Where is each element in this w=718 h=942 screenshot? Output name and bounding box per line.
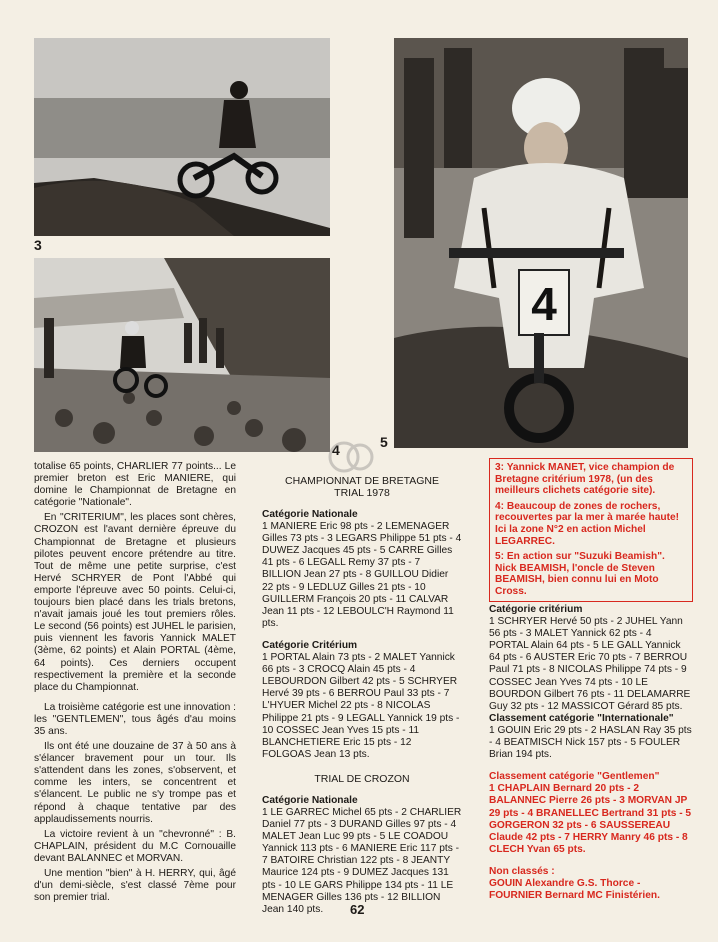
caption-3: 3: Yannick MANET, vice champion de Bretagne critérium 1978, (un des meilleurs clichets catégorie site). (495, 462, 675, 497)
section-title-criterium-crozon: Catégorie critérium (489, 604, 583, 615)
section-title-internationale: Classement catégorie "Internationale" (489, 712, 674, 724)
article-paragraph-2: En "CRITERIUM", les places sont chères, CROZON est l'avant dernière épreuve du Championnat de Bretagne et plusieurs pilotes peuvent encore prétendre au titre. Tout de même une petite surprise, c'est Hervé SCHRYER de Pont l'Abbé qui emporte l'épreuve avec 50 points. Celui-ci, toujours bien placé dans les trials bretons, n'avait jamais joué les tout premiers rôles. Le second (56 points) est JUHEL le parisien, puis viennent les favoris Yannick MALET (3ème, 62 points) et Alain PORTAL (4ème, 64 points). Ces derniers occupent respectivement la première et la seconde place du Championnat. (34, 512, 236, 693)
watermark-logo (318, 440, 378, 474)
results-right-column (489, 604, 693, 902)
results-criterium-crozon: 1 SCHRYER Hervé 50 pts - 2 JUHEL Yann 56 pts - 3 MALET Yannick 62 pts - 4 PORTAL Alain 64 pts - 5 LE GALL Yannick 64 pts - 6 AUSTER Eric 70 pts - 7 BERROU Paul 71 pts - 8 NICOLAS Philippe 74 pts - 9 COSSEC Jean Yves 74 pts - 10 LE BOURDON Gilbert 76 pts - 11 DELAMARRE Guy 32 pts - 12 MASSICOT Gérard 85 pts. (489, 616, 691, 712)
photo-captions-box (489, 458, 693, 602)
svg-text:4: 4 (531, 278, 557, 330)
article-paragraph-5: La victoire revient à un "chevronné" : B. CHAPLAIN, président du M.C Cornouaille devant BALANNEC et MORVAN. (34, 828, 236, 864)
results-internationale: 1 GOUIN Eric 29 pts - 2 HASLAN Ray 35 pts - 4 BEATMISCH Nick 157 pts - 5 FOULER Brian 194 pts. (489, 724, 692, 761)
article-paragraph-6: Une mention "bien" à H. HERRY, qui, âgé d'un demi-siècle, s'est classé 7ème pour son premier trial. (34, 868, 236, 904)
non-classes-list: GOUIN Alexandre G.S. Thorce - FOURNIER Bernard MC Finistérien. (489, 877, 660, 902)
section-title-gentlemen: Classement catégorie "Gentlemen" (489, 771, 660, 783)
section-title-crozon-nationale: Catégorie Nationale (262, 794, 358, 806)
article-paragraph-4: Ils ont été une douzaine de 37 à 50 ans à s'élancer bravement pour un tour. Ils s'attendent dans les zones, s'observent, et comme les inters, se concentrent et s'élancent. Le public ne s'y trompe pas et répond à chaque tentative par des applaudissements nourris. (34, 741, 236, 825)
trial-crozon-title: TRIAL DE CROZON (314, 772, 410, 785)
section-title-nationale: Catégorie Nationale (262, 509, 358, 520)
championship-title: CHAMPIONNAT DE BRETAGNE (284, 475, 440, 487)
photo-rocky-zone (34, 258, 330, 452)
caption-4: 4: Beaucoup de zones de rochers, recouvertes par la mer à marée haute! Ici la zone N°2 en action Michel LEGARREC. (495, 500, 680, 547)
article-paragraph-3: La troisième catégorie est une innovation : les "GENTLEMEN", tous âgés d'au moins 35 ans. (34, 701, 236, 737)
photo-rider-hill (34, 38, 330, 236)
non-classes-title: Non classés : (489, 865, 555, 877)
article-paragraph-1: totalise 65 points, CHARLIER 77 points... Le premier breton est Eric MANIERE, qui domine le Championnat de Bretagne en catégorie "Nationale". (34, 461, 236, 509)
results-nationale: 1 MANIERE Eric 98 pts - 2 LEMENAGER Gilles 73 pts - 3 LEGARS Philippe 51 pts - 4 DUWEZ Jacques 45 pts - 5 CARRE Gilles 41 pts - 6 LEGALL Remy 37 pts - 7 BILLION Jean 27 pts - 8 GUILLOU Didier 22 pts - 9 LEDLUZ Gilles 21 pts - 10 GUILLERM François 20 pts - 11 CALVAR Jean 11 pts - 12 LEBOULC'H Raymond 11 pts. (262, 521, 462, 629)
caption-5: 5: En action sur "Suzuki Beamish". Nick BEAMISH, l'oncle de Steven BEAMISH, bien connu lui en Moto Cross. (495, 551, 665, 597)
article-left-column (34, 461, 236, 904)
section-title-criterium: Catégorie Critérium (262, 639, 358, 651)
figure-number-3: 3 (34, 237, 42, 253)
championship-subtitle: TRIAL 1978 (334, 487, 390, 499)
figure-number-4: 4 (332, 442, 340, 458)
results-crozon-nationale: 1 LE GARREC Michel 65 pts - 2 CHARLIER Daniel 77 pts - 3 DURAND Gilles 97 pts - 4 MALET Jean Luc 99 pts - 5 LE COADOU Yannick 113 pts - 6 MANIERE Eric 117 pts - 7 BATOIRE Christian 122 pts - 8 JEANTY Maurice 124 pts - 9 DUMEZ Jacques 131 pts - 10 LE GARS Philippe 134 pts - 11 LE MENAGER Gilles 136 pts - 12 BILLION Jean 140 pts. (262, 806, 462, 915)
results-criterium: 1 PORTAL Alain 73 pts - 2 MALET Yannick 66 pts - 3 CROCQ Alain 45 pts - 4 LEBOURDON Gilbert 42 pts - 5 SCHRYER Hervé 39 pts - 6 BERROU Paul 33 pts - 7 L'HYUER Michel 22 pts - 8 NICOLAS Philippe 21 pts - 9 LEGALL Yannick 19 pts - 10 COSSEC Jean Yves 15 pts - 11 BLANCHETIERE Eric 15 pts - 12 FOLGOAS Jean 13 pts. (262, 652, 460, 760)
figure-number-5: 5 (380, 434, 388, 450)
results-middle-column (262, 475, 462, 916)
photo-suzuki-rider (394, 38, 688, 448)
results-gentlemen: 1 CHAPLAIN Bernard 20 pts - 2 BALANNEC Pierre 26 pts - 3 MORVAN JP 29 pts - 4 BRANELLEC Bertrand 31 pts - 5 GORGERON 32 pts - 6 SAUSSEREAU Claude 42 pts - 7 HERRY Manry 46 pts - 8 CLECH Yvan 65 pts. (489, 783, 692, 855)
page-number: 62 (350, 902, 365, 917)
